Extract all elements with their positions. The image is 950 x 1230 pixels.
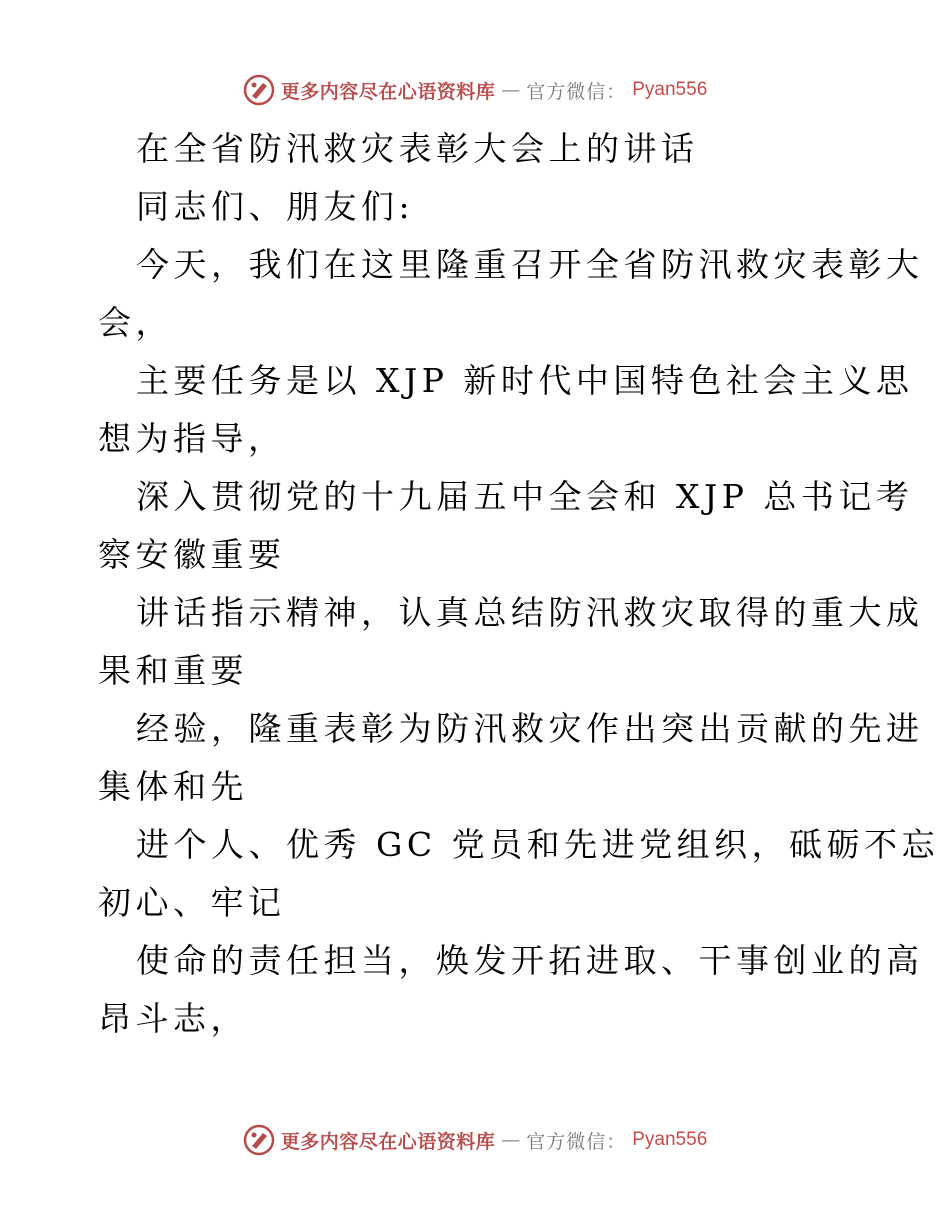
logo-icon [243,1124,275,1156]
text-line: 讲话指示精神，认真总结防汛救灾取得的重大成 [136,593,924,632]
banner-title: 更多内容尽在心语资料库 [280,1130,496,1153]
text-line: 集体和先 [98,767,248,806]
text-line: 果和重要 [98,651,248,690]
text-line: 想为指导， [98,419,286,458]
banner-wechat-id: Pyan556 [632,1129,708,1150]
header-banner [0,70,950,110]
text-line: 进个人、优秀 GC 党员和先进党组织，砥砺不忘 [136,825,940,864]
logo-icon [243,74,275,106]
footer-banner [0,1120,950,1160]
text-line: 昂斗志， [98,999,248,1038]
text-line: 使命的责任担当，焕发开拓进取、干事创业的高 [136,941,924,980]
text-line: 经验，隆重表彰为防汛救灾作出突出贡献的先进 [136,709,924,748]
text-line: 会， [98,303,173,342]
banner-separator: — [501,79,521,101]
banner-wechat-id: Pyan556 [632,79,708,100]
salutation: 同志们、朋友们: [136,187,415,226]
text-line: 初心、牢记 [98,883,286,922]
text-line: 主要任务是以 XJP 新时代中国特色社会主义思 [136,361,914,400]
banner-title: 更多内容尽在心语资料库 [280,80,496,103]
doc-title: 在全省防汛救灾表彰大会上的讲话 [136,129,699,168]
text-line: 察安徽重要 [98,535,286,574]
text-line: 深入贯彻党的十九届五中全会和 XJP 总书记考 [136,477,914,516]
banner-label: 官方微信： [526,1130,627,1153]
banner-label: 官方微信： [526,80,627,103]
document-body [98,120,940,1048]
text-line: 今天，我们在这里隆重召开全省防汛救灾表彰大 [136,245,924,284]
banner-separator: — [501,1129,521,1151]
